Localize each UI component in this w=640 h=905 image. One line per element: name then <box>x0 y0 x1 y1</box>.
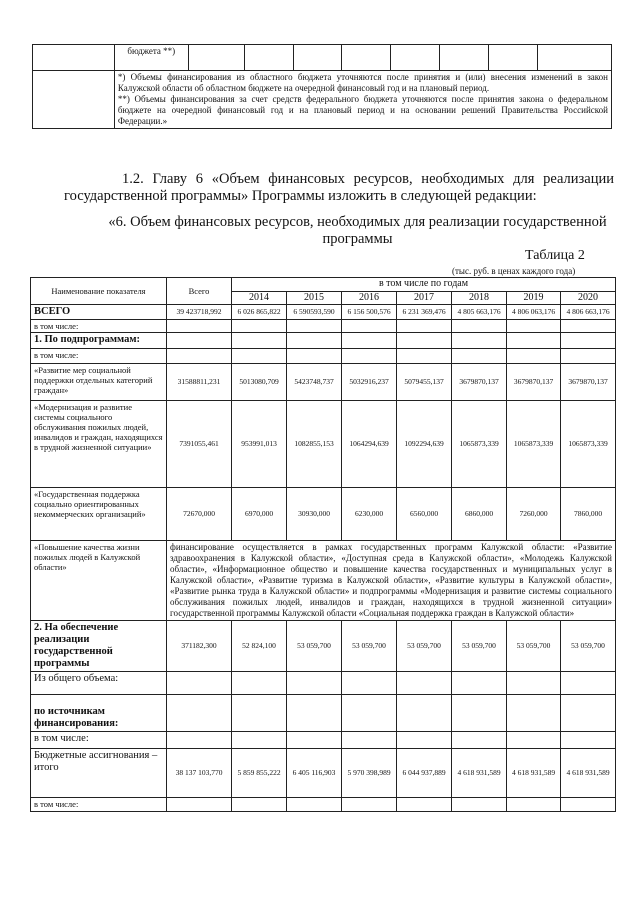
table-cell <box>397 333 452 349</box>
value-cell: 6 026 865,822 <box>232 305 287 320</box>
table-row <box>31 320 616 333</box>
value-cell: 7260,000 <box>507 488 561 541</box>
value-cell: 6230,000 <box>342 488 397 541</box>
table-cell <box>342 333 397 349</box>
table-cell <box>538 45 612 71</box>
value-cell: 3679870,137 <box>452 364 507 401</box>
value-cell: 6860,000 <box>452 488 507 541</box>
header-row <box>31 278 616 292</box>
value-cell: 52 824,100 <box>232 621 287 672</box>
table-cell <box>287 798 342 812</box>
table-cell <box>507 798 561 812</box>
table-cell <box>507 732 561 749</box>
table-cell <box>507 320 561 333</box>
table-row <box>31 672 616 695</box>
row-label: Бюджетные ассигнования – итого <box>31 749 167 798</box>
header-by-years: в том числе по годам <box>232 278 616 292</box>
table-cell <box>561 672 616 695</box>
table-cell <box>342 320 397 333</box>
value-cell: 38 137 103,770 <box>167 749 232 798</box>
table-row <box>31 749 616 798</box>
value-cell: 5013080,709 <box>232 364 287 401</box>
table-cell <box>507 695 561 732</box>
value-cell: 5423748,737 <box>287 364 342 401</box>
row-label: в том числе: <box>31 798 167 812</box>
value-cell: 5032916,237 <box>342 364 397 401</box>
previous-table-fragment <box>32 44 612 129</box>
value-cell: 53 059,700 <box>342 621 397 672</box>
table-cell <box>452 349 507 364</box>
value-cell: 4 618 931,589 <box>507 749 561 798</box>
table-cell <box>397 349 452 364</box>
table-cell <box>167 695 232 732</box>
value-cell: 3679870,137 <box>561 364 616 401</box>
value-cell: 5 970 398,989 <box>342 749 397 798</box>
table-cell <box>452 672 507 695</box>
table-cell <box>287 320 342 333</box>
value-cell: 53 059,700 <box>561 621 616 672</box>
value-cell: 1092294,639 <box>397 401 452 488</box>
table-cell <box>397 732 452 749</box>
table-row <box>31 333 616 349</box>
value-cell: 31588811,231 <box>167 364 232 401</box>
value-cell: 953991,013 <box>232 401 287 488</box>
finance-table <box>30 277 616 812</box>
table-cell <box>391 45 440 71</box>
table-row <box>31 401 616 488</box>
table-row <box>31 695 616 732</box>
value-cell: 5079455,137 <box>397 364 452 401</box>
table-cell <box>232 695 287 732</box>
table-cell <box>507 333 561 349</box>
section-heading: «6. Объем финансовых ресурсов, необходимых для реализации государственной программы <box>108 214 607 247</box>
value-cell: 53 059,700 <box>397 621 452 672</box>
table-cell <box>342 732 397 749</box>
table-cell <box>232 798 287 812</box>
header-name: Наименование показателя <box>31 278 167 305</box>
value-cell: 1082855,153 <box>287 401 342 488</box>
row-label: в том числе: <box>31 349 167 364</box>
table-cell <box>188 45 244 71</box>
table-cell <box>397 672 452 695</box>
value-cell: 4 618 931,589 <box>452 749 507 798</box>
table-cell <box>342 695 397 732</box>
table-cell <box>342 45 391 71</box>
value-cell: 4 805 663,176 <box>452 305 507 320</box>
year-header: 2018 <box>452 291 507 305</box>
year-header: 2020 <box>561 291 616 305</box>
value-cell: 3679870,137 <box>507 364 561 401</box>
header-total: Всего <box>167 278 232 305</box>
total-row <box>31 305 616 320</box>
value-cell: 371182,300 <box>167 621 232 672</box>
year-header: 2016 <box>342 291 397 305</box>
table-cell <box>452 320 507 333</box>
row-label: в том числе: <box>31 320 167 333</box>
value-cell: 30930,000 <box>287 488 342 541</box>
instruction-paragraph: 1.2. Главу 6 «Объем финансовых ресурсов, необходимых для реализации государственной программы» Программы изложить в следующей редакции: <box>64 171 614 204</box>
value-cell: 7860,000 <box>561 488 616 541</box>
table-cell <box>342 672 397 695</box>
table-cell <box>397 320 452 333</box>
table-cell <box>287 349 342 364</box>
table-cell <box>287 695 342 732</box>
table-cell <box>561 732 616 749</box>
table-cell <box>167 672 232 695</box>
value-cell: 5 859 855,222 <box>232 749 287 798</box>
table-cell <box>232 732 287 749</box>
row-label: «Развитие мер социальной поддержки отдельных категорий граждан» <box>31 364 167 401</box>
table-cell <box>561 695 616 732</box>
row-label: в том числе: <box>31 732 167 749</box>
footnote-federal: **) Объемы финансирования за счет средств федерального бюджета уточняются после принятия закона о федеральном бюджете на очередной финансовый год и на плановый период и на основании решений Правительства Российской Федерации.» <box>117 94 608 126</box>
row-label: 1. По подпрограммам: <box>31 333 167 349</box>
row-label: «Повышение качества жизни пожилых людей в Калужской области» <box>31 541 167 621</box>
row-label: ВСЕГО <box>31 305 167 320</box>
table-cell <box>489 45 538 71</box>
table-cell <box>293 45 342 71</box>
table-row <box>33 71 612 129</box>
table-cell <box>561 320 616 333</box>
value-cell: 4 806 663,176 <box>561 305 616 320</box>
table-cell <box>244 45 293 71</box>
table-cell <box>232 349 287 364</box>
table-row <box>33 45 612 71</box>
table-cell <box>167 349 232 364</box>
value-cell: 6 156 500,576 <box>342 305 397 320</box>
row-label: 2. На обеспечение реализации государственной программы <box>31 621 167 672</box>
value-cell: 6 590593,590 <box>287 305 342 320</box>
value-cell: 6 044 937,889 <box>397 749 452 798</box>
value-cell: 53 059,700 <box>507 621 561 672</box>
table-cell <box>342 798 397 812</box>
table-cell <box>167 320 232 333</box>
table-cell <box>33 71 115 129</box>
year-header: 2014 <box>232 291 287 305</box>
table-cell <box>232 672 287 695</box>
value-cell: 4 806 063,176 <box>507 305 561 320</box>
table-cell <box>507 349 561 364</box>
table-cell <box>397 695 452 732</box>
table-row <box>31 488 616 541</box>
value-cell: 1065873,339 <box>507 401 561 488</box>
footnote-regional: *) Объемы финансирования из областного бюджета уточняются после принятия и (или) внесения изменений в закон Калужской области об областном бюджете на очередной финансовый год и на плановый период. <box>117 72 608 93</box>
row-label: Из общего объема: <box>31 672 167 695</box>
table-cell <box>452 695 507 732</box>
table-cell <box>561 333 616 349</box>
table-cell <box>440 45 489 71</box>
table-cell <box>452 798 507 812</box>
table-label: Таблица 2 <box>525 248 585 263</box>
table-cell <box>167 732 232 749</box>
table-cell <box>33 45 115 71</box>
table-cell <box>167 798 232 812</box>
value-cell: 1065873,339 <box>561 401 616 488</box>
value-cell: 72670,000 <box>167 488 232 541</box>
table-row <box>31 349 616 364</box>
table-cell <box>561 798 616 812</box>
value-cell: 4 618 931,589 <box>561 749 616 798</box>
value-cell: 6 231 369,476 <box>397 305 452 320</box>
table-cell <box>452 333 507 349</box>
year-header: 2019 <box>507 291 561 305</box>
value-cell: 1065873,339 <box>452 401 507 488</box>
value-cell: 7391055,461 <box>167 401 232 488</box>
row-label: «Модернизация и развитие системы социального обслуживания пожилых людей, инвалидов и граждан, находящихся в трудной жизненной ситуации» <box>31 401 167 488</box>
value-cell: 53 059,700 <box>287 621 342 672</box>
table-row <box>31 364 616 401</box>
units-note: (тыс. руб. в ценах каждого года) <box>452 266 576 276</box>
value-cell: 53 059,700 <box>452 621 507 672</box>
table-row <box>31 798 616 812</box>
table-cell <box>232 320 287 333</box>
table-row <box>31 621 616 672</box>
table-cell <box>232 333 287 349</box>
table-cell <box>561 349 616 364</box>
year-header: 2017 <box>397 291 452 305</box>
table-cell <box>342 349 397 364</box>
table-row <box>31 541 616 621</box>
row-label: «Государственная поддержка социально ориентированных некоммерческих организаций» <box>31 488 167 541</box>
value-cell: 6970,000 <box>232 488 287 541</box>
value-cell: 6 405 116,903 <box>287 749 342 798</box>
table-cell <box>287 732 342 749</box>
year-header: 2015 <box>287 291 342 305</box>
table-cell <box>452 732 507 749</box>
table-cell <box>167 333 232 349</box>
footnotes-cell <box>114 71 611 129</box>
value-cell: 6560,000 <box>397 488 452 541</box>
table-cell <box>507 672 561 695</box>
row-label: бюджета **) <box>114 45 188 71</box>
financing-note-cell: финансирование осуществляется в рамках государственных программ Калужской области: «Развитие здравоохранения в Калужской области», «Доступная среда в Калужской области», «Молодежь Калужской области», «Информационное общество и повышение качества государственных и муниципальных услуг в Калужской области», «Развитие туризма в Калужской области», «Развитие культуры в Калужской области», «Развитие рынка труда в Калужской области» и подпрограммы «Модернизация и развитие системы социального обслуживания пожилых людей, инвалидов и граждан, находящихся в трудной жизненной ситуации» государственной программы Калужской области «Социальная поддержка граждан в Калужской области» <box>167 541 616 621</box>
table-row <box>31 732 616 749</box>
table-cell <box>397 798 452 812</box>
row-label: по источникам финансирования: <box>31 695 167 732</box>
value-cell: 1064294,639 <box>342 401 397 488</box>
table-cell <box>287 333 342 349</box>
value-cell: 39 423718,992 <box>167 305 232 320</box>
table-cell <box>287 672 342 695</box>
